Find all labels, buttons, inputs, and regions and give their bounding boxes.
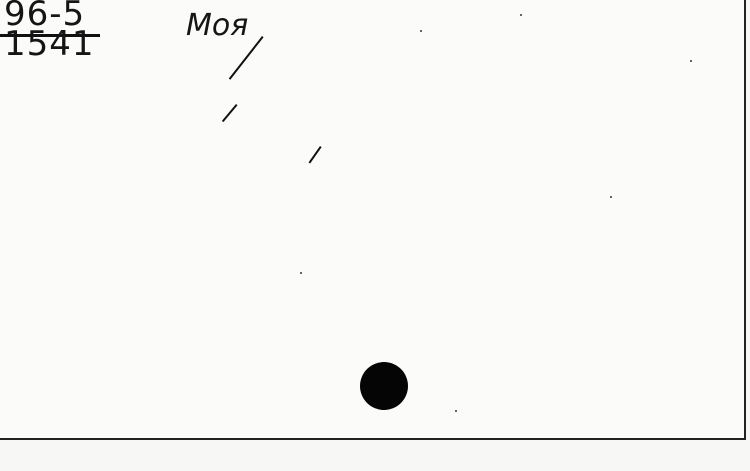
shelf-mark-top: 96-5	[4, 0, 86, 34]
pen-slash	[309, 146, 322, 164]
dust-speck	[300, 272, 302, 274]
shelf-mark-bottom: 1541	[4, 24, 95, 64]
dust-speck	[610, 196, 612, 198]
handwritten-word: Моя	[186, 8, 249, 43]
dust-speck	[520, 14, 522, 16]
dust-speck	[455, 410, 457, 412]
ink-blot	[360, 362, 408, 410]
pen-slash	[222, 104, 238, 122]
dust-speck	[690, 60, 692, 62]
dust-speck	[420, 30, 422, 32]
